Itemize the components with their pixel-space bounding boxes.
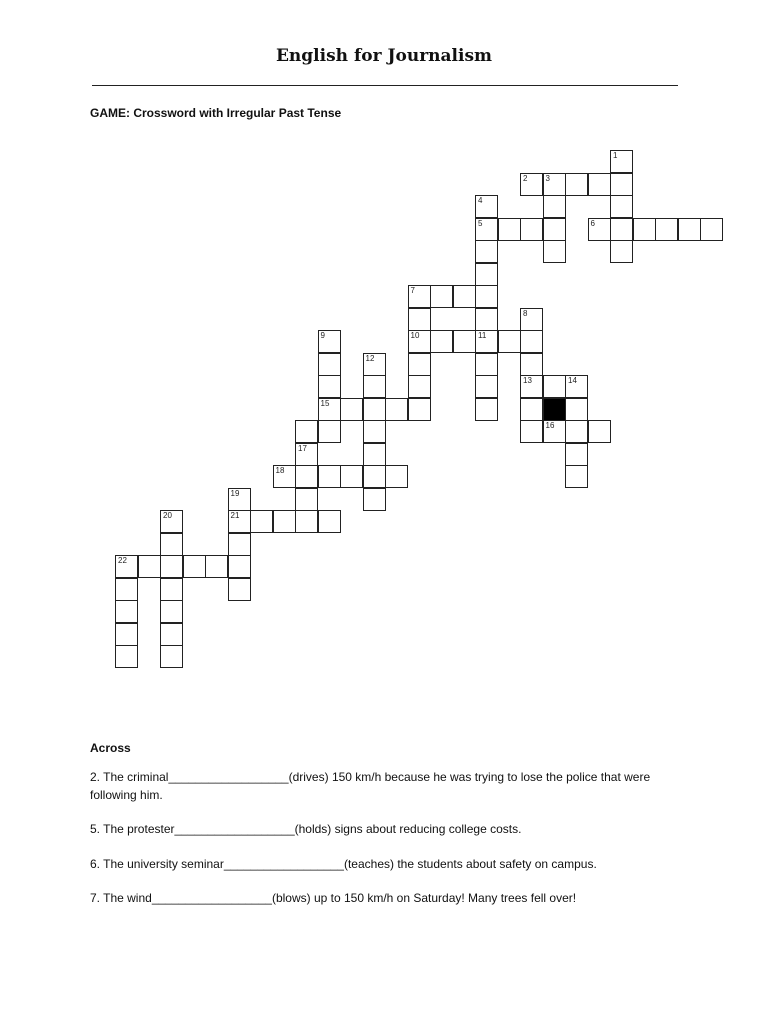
crossword-cell[interactable] — [160, 600, 183, 623]
crossword-cell[interactable] — [475, 195, 498, 218]
crossword-cell[interactable] — [318, 420, 341, 443]
crossword-cell[interactable] — [385, 465, 408, 488]
crossword-black-cell — [543, 398, 566, 421]
crossword-cell[interactable] — [318, 465, 341, 488]
clue-number: 1 — [613, 151, 618, 160]
crossword-cell[interactable] — [475, 330, 498, 353]
clue-number: 10 — [410, 331, 420, 340]
crossword-cell[interactable] — [700, 218, 723, 241]
crossword-cell[interactable] — [520, 330, 543, 353]
crossword-cell[interactable] — [565, 465, 588, 488]
crossword-cell[interactable] — [565, 173, 588, 196]
crossword-cell[interactable] — [520, 308, 543, 331]
crossword-cell[interactable] — [498, 218, 521, 241]
crossword-cell[interactable] — [363, 353, 386, 376]
crossword-cell[interactable] — [160, 555, 183, 578]
crossword-cell[interactable] — [475, 308, 498, 331]
crossword-cell[interactable] — [205, 555, 228, 578]
clue-number: 20 — [163, 511, 172, 520]
crossword-cell[interactable] — [408, 398, 431, 421]
crossword-cell[interactable] — [228, 533, 251, 556]
crossword-cell[interactable] — [610, 218, 633, 241]
clue-number: 9 — [320, 331, 325, 340]
crossword-cell[interactable] — [160, 578, 183, 601]
crossword-cell[interactable] — [430, 285, 453, 308]
crossword-cell[interactable] — [475, 240, 498, 263]
crossword-cell[interactable] — [228, 510, 251, 533]
clue-7: 7. The wind__________________(blows) up to 150 km/h on Saturday! Many trees fell over! — [90, 891, 577, 905]
clue-number: 15 — [320, 398, 330, 408]
clue-number: 7 — [410, 286, 415, 295]
crossword-cell[interactable] — [520, 420, 543, 443]
crossword-cell[interactable] — [565, 443, 588, 466]
crossword-cell[interactable] — [520, 173, 543, 196]
crossword-cell[interactable] — [610, 195, 633, 218]
clue-number: 16 — [545, 421, 555, 430]
crossword-cell[interactable] — [543, 375, 566, 398]
crossword-cell[interactable] — [475, 285, 498, 308]
crossword-cell[interactable] — [183, 555, 206, 578]
crossword-cell[interactable] — [655, 218, 678, 241]
crossword-cell[interactable] — [430, 330, 453, 353]
clue-number: 14 — [568, 376, 577, 385]
crossword-cell[interactable] — [250, 510, 273, 533]
crossword-cell[interactable] — [543, 420, 566, 443]
crossword-cell[interactable] — [543, 240, 566, 263]
crossword-cell[interactable] — [498, 330, 521, 353]
clue-number: 19 — [230, 488, 240, 498]
crossword-cell[interactable] — [340, 465, 363, 488]
crossword-cell[interactable] — [520, 218, 543, 241]
crossword-cell[interactable] — [520, 353, 543, 376]
clue-number: 11 — [478, 331, 487, 340]
crossword-cell[interactable] — [408, 375, 431, 398]
crossword-cell[interactable] — [475, 218, 498, 241]
crossword-cell[interactable] — [228, 488, 251, 511]
crossword-cell[interactable] — [363, 375, 386, 398]
crossword-cell[interactable] — [363, 443, 386, 466]
page-title: English for Journalism — [275, 46, 493, 66]
clue-5: 5. The protester__________________(holds) signs about reducing college costs. — [90, 822, 522, 836]
clue-number: 18 — [275, 466, 285, 475]
crossword-cell[interactable] — [295, 510, 318, 533]
crossword-cell[interactable] — [115, 600, 138, 623]
crossword-cell[interactable] — [475, 375, 498, 398]
clue-number: 3 — [545, 173, 550, 183]
crossword-cell[interactable] — [295, 488, 318, 511]
crossword-cell[interactable] — [363, 488, 386, 511]
crossword-cell[interactable] — [295, 465, 318, 488]
clue-number: 4 — [478, 196, 483, 205]
crossword-cell[interactable] — [475, 353, 498, 376]
clue-number: 2 — [523, 173, 528, 183]
crossword-cell[interactable] — [475, 398, 498, 421]
crossword-cell[interactable] — [543, 173, 566, 196]
crossword-cell[interactable] — [273, 465, 296, 488]
crossword-cell[interactable] — [363, 465, 386, 488]
crossword-cell[interactable] — [115, 623, 138, 646]
clue-number: 5 — [478, 218, 483, 228]
game-subtitle: GAME: Crossword with Irregular Past Tense — [90, 106, 342, 120]
crossword-cell[interactable] — [565, 420, 588, 443]
crossword-cell[interactable] — [408, 285, 431, 308]
across-heading: Across — [90, 741, 131, 755]
crossword-cell[interactable] — [543, 195, 566, 218]
crossword-cell[interactable] — [453, 285, 476, 308]
crossword-cell[interactable] — [115, 555, 138, 578]
crossword-cell[interactable] — [408, 353, 431, 376]
crossword-cell[interactable] — [543, 218, 566, 241]
crossword-cell[interactable] — [678, 218, 701, 241]
crossword-cell[interactable] — [295, 443, 318, 466]
crossword-cell[interactable] — [363, 398, 386, 421]
crossword-cell[interactable] — [115, 578, 138, 601]
clue-number: 13 — [523, 376, 532, 385]
crossword-cell[interactable] — [318, 375, 341, 398]
crossword-cell[interactable] — [610, 173, 633, 196]
crossword-cell[interactable] — [520, 375, 543, 398]
crossword-cell[interactable] — [520, 398, 543, 421]
crossword-cell[interactable] — [408, 330, 431, 353]
clue-number: 12 — [365, 353, 375, 363]
crossword-cell[interactable] — [385, 398, 408, 421]
crossword-cell[interactable] — [340, 398, 363, 421]
crossword-cell[interactable] — [610, 240, 633, 263]
crossword-cell[interactable] — [565, 398, 588, 421]
crossword-cell[interactable] — [318, 353, 341, 376]
crossword-cell[interactable] — [588, 173, 611, 196]
crossword-cell[interactable] — [318, 510, 341, 533]
crossword-cell[interactable] — [160, 623, 183, 646]
crossword-cell[interactable] — [160, 645, 183, 668]
crossword-cell[interactable] — [138, 555, 161, 578]
crossword-cell[interactable] — [228, 555, 251, 578]
clue-number: 8 — [523, 308, 528, 318]
crossword-cell[interactable] — [363, 420, 386, 443]
crossword-cell[interactable] — [633, 218, 656, 241]
crossword-cell[interactable] — [610, 150, 633, 173]
crossword-cell[interactable] — [295, 420, 318, 443]
crossword-cell[interactable] — [408, 308, 431, 331]
clue-number: 17 — [298, 443, 307, 453]
crossword-cell[interactable] — [453, 330, 476, 353]
crossword-cell[interactable] — [588, 420, 611, 443]
clue-6: 6. The university seminar__________________(teaches) the students about safety on campus. — [90, 857, 597, 871]
crossword-cell[interactable] — [115, 645, 138, 668]
clue-number: 21 — [230, 511, 240, 520]
crossword-cell[interactable] — [228, 578, 251, 601]
clue-number: 6 — [590, 218, 595, 228]
crossword-cell[interactable] — [160, 510, 183, 533]
crossword-cell[interactable] — [318, 330, 341, 353]
crossword-cell[interactable] — [588, 218, 611, 241]
crossword-cell[interactable] — [475, 263, 498, 286]
clue-2: 2. The criminal__________________(drives) 150 km/h because he was trying to lose the police that were following him. — [90, 770, 651, 802]
crossword-cell[interactable] — [318, 398, 341, 421]
crossword-cell[interactable] — [160, 533, 183, 556]
clue-number: 22 — [118, 556, 127, 565]
crossword-cell[interactable] — [273, 510, 296, 533]
crossword-cell[interactable] — [565, 375, 588, 398]
